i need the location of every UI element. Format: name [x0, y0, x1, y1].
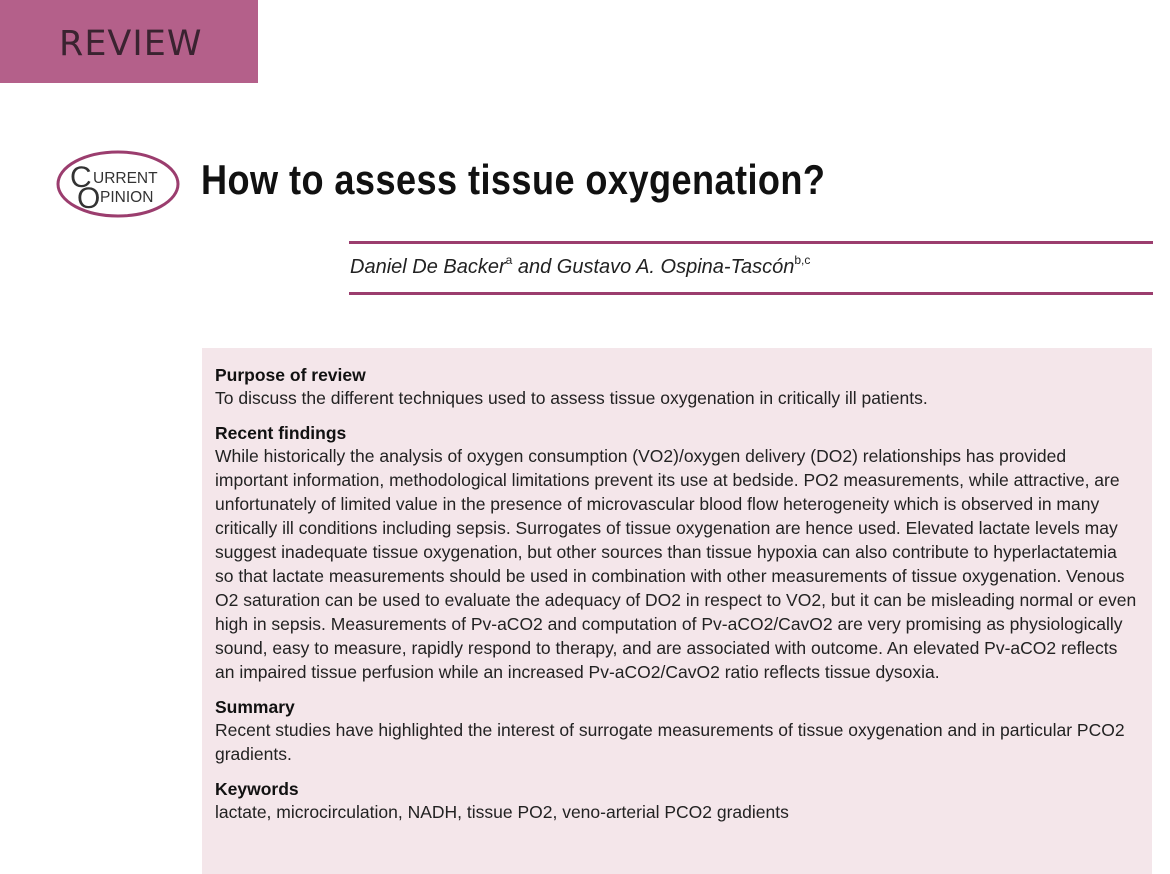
summary-heading: Summary: [215, 697, 295, 717]
svg-text:PINION: PINION: [100, 189, 154, 206]
author-line: [350, 253, 811, 279]
svg-text:C: C: [70, 161, 92, 194]
current-opinion-logo: [56, 150, 180, 218]
purpose-text: To discuss the different techniques used to assess tissue oxygenation in critically ill patients.: [215, 388, 928, 408]
author-affiliation-mark: b,c: [794, 253, 811, 267]
svg-text:O: O: [77, 182, 101, 215]
keywords-text: lactate, microcirculation, NADH, tissue PO2, veno-arterial PCO2 gradients: [215, 802, 789, 822]
section-tag: [0, 0, 258, 83]
author-name: Daniel De Backer: [350, 256, 506, 278]
keywords-heading: Keywords: [215, 779, 299, 799]
author-affiliation-mark: a: [505, 253, 513, 267]
author-separator: and: [512, 256, 557, 278]
section-tag-label: REVIEW: [59, 24, 203, 64]
abstract-box: [202, 348, 1152, 874]
findings-text: While historically the analysis of oxygen consumption (VO2)/oxygen delivery (DO2) relationships has provided important information, methodological limitations prevent its use at bedside. PO2 measurements, while attractive, are unfortunately of limited value in the presence of microvascular blood flow heterogeneity which is observed in many critically ill conditions including sepsis. Surrogates of tissue oxygenation are hence used. Elevated lactate levels may suggest inadequate tissue oxygenation, but other sources than tissue hypoxia can also contribute to hyperlactatemia so that lactate measurements should be used in combination with other measurements of tissue oxygenation. Venous O2 saturation can be used to evaluate the adequacy of DO2 in respect to VO2, but it can be misleading normal or even high in sepsis. Measurements of Pv-aCO2 and computation of Pv-aCO2/CavO2 are very promising as physiologically sound, easy to measure, rapidly respond to therapy, and are associated with outcome. An elevated Pv-aCO2 reflects an impaired tissue perfusion while an increased Pv-aCO2/CavO2 ratio reflects tissue dysoxia.: [215, 446, 1137, 682]
article-title: How to assess tissue oxygenation?: [201, 156, 826, 203]
purpose-heading: Purpose of review: [215, 365, 366, 385]
author-name: Gustavo A. Ospina-Tascón: [556, 256, 795, 278]
title-rule-top: [349, 241, 1153, 244]
svg-text:URRENT: URRENT: [93, 170, 158, 187]
summary-text: Recent studies have highlighted the interest of surrogate measurements of tissue oxygenation and in particular PCO2 gradients.: [215, 720, 1125, 764]
title-rule-bottom: [349, 292, 1153, 295]
findings-heading: Recent findings: [215, 423, 347, 443]
